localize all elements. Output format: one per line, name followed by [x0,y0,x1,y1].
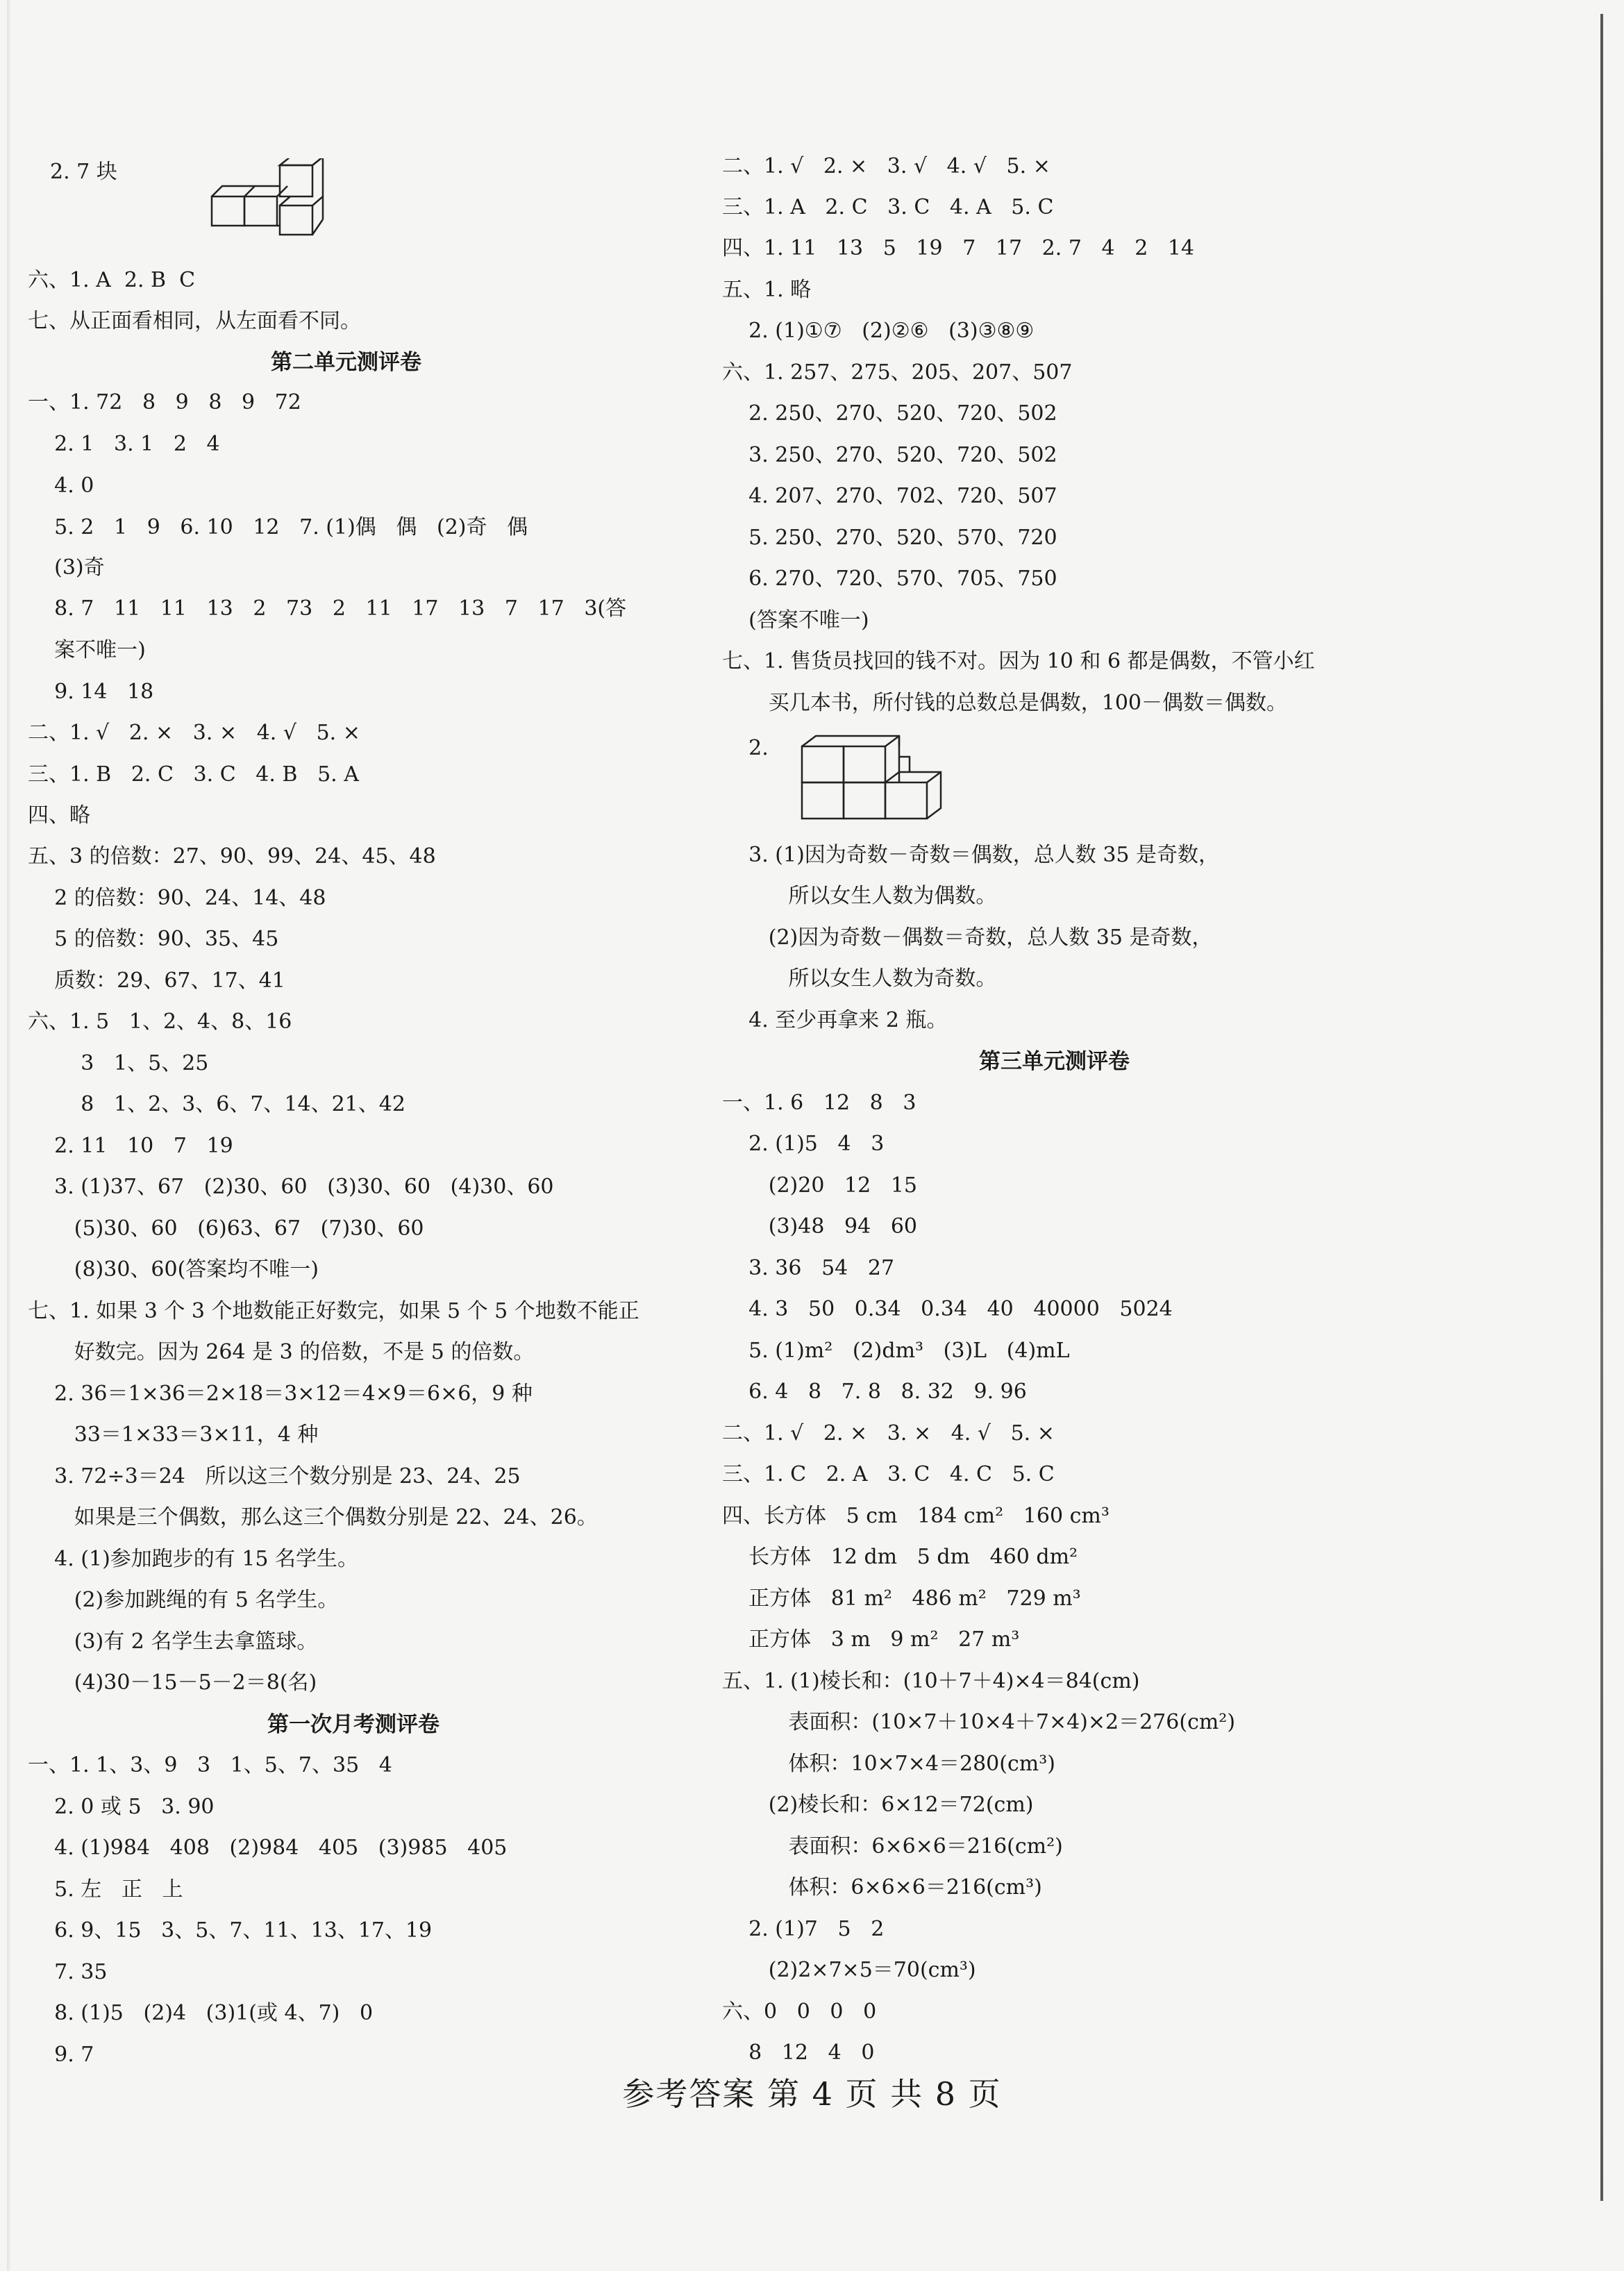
answer-line: 8 12 4 0 [722,2040,875,2065]
answer-line: 三、1. A 2. C 3. C 4. A 5. C [722,195,1054,219]
answer-line: 如果是三个偶数，那么这三个偶数分别是 22、24、26。 [28,1505,598,1530]
answer-line: 4. (1)参加跑步的有 15 名学生。 [28,1547,359,1571]
answer-line: 2. 0 或 5 3. 90 [28,1795,215,1819]
answer-line: (3)48 94 60 [722,1214,917,1239]
answer-line: 3. 250、270、520、720、502 [722,443,1057,467]
answer-line: (2)20 12 15 [722,1173,917,1198]
answer-line: 2. [722,736,769,760]
answer-line: 所以女生人数为偶数。 [722,884,997,908]
cube-view-figure [795,729,962,830]
answer-line: (2)棱长和：6×12＝72(cm) [722,1793,1034,1817]
answer-line: 二、1. √ 2. × 3. × 4. √ 5. × [28,721,360,745]
answer-line: 四、1. 11 13 5 19 7 17 2. 7 4 2 14 [722,236,1195,260]
answer-line: (3)有 2 名学生去拿篮球。 [28,1629,318,1654]
answer-line: 4. 至少再拿来 2 瓶。 [722,1008,948,1032]
answer-line: 四、长方体 5 cm 184 cm² 160 cm³ [722,1504,1110,1528]
answer-line: 体积：6×6×6＝216(cm³) [722,1875,1042,1900]
answer-line: 表面积：6×6×6＝216(cm²) [722,1834,1063,1859]
answer-line: 七、1. 如果 3 个 3 个地数能正好数完，如果 5 个 5 个地数不能正 [28,1299,639,1323]
answer-line: 案不唯一) [28,638,146,662]
answer-line: 六、1. A 2. B C [28,268,196,292]
answer-line: 3 1、5、25 [28,1051,209,1075]
page-footer: 参考答案 第 4 页 共 8 页 [622,2075,1002,2113]
answer-line: (2)2×7×5＝70(cm³) [722,1958,976,1982]
section-title: 第二单元测评卷 [271,350,421,375]
answer-line: 3. (1)37、67 (2)30、60 (3)30、60 (4)30、60 [28,1175,554,1199]
answer-line: 二、1. √ 2. × 3. √ 4. √ 5. × [722,154,1050,178]
answer-line: 2. 36＝1×36＝2×18＝3×12＝4×9＝6×6，9 种 [28,1382,533,1406]
answer-line: 四、略 [28,803,90,828]
answer-line: 一、1. 1、3、9 3 1、5、7、35 4 [28,1753,392,1777]
answer-line: (3)奇 [28,555,105,580]
answer-line: 6. 9、15 3、5、7、11、13、17、19 [28,1918,433,1943]
answer-line: (4)30－15－5－2＝8(名) [28,1670,317,1695]
answer-line: 5. 左 正 上 [28,1877,183,1902]
answer-line: 2. 11 10 7 19 [28,1134,233,1158]
answer-line: 正方体 81 m² 486 m² 729 m³ [722,1586,1081,1611]
answer-line: 5. (1)m² (2)dm³ (3)L (4)mL [722,1339,1070,1363]
answer-line: 六、1. 257、275、205、207、507 [722,360,1073,385]
answer-line: (答案不唯一) [722,608,869,632]
answer-line: 表面积：(10×7＋10×4＋7×4)×2＝276(cm²) [722,1710,1236,1734]
answer-line: 33＝1×33＝3×11，4 种 [28,1423,319,1447]
answer-line: 8. (1)5 (2)4 (3)1(或 4、7) 0 [28,2001,374,2025]
answer-line: 4. 0 [28,474,94,498]
answer-line: 七、从正面看相同，从左面看不同。 [28,309,361,333]
answer-line: 3. 72÷3＝24 所以这三个数分别是 23、24、25 [28,1464,521,1489]
answer-line: 长方体 12 dm 5 dm 460 dm² [722,1545,1078,1569]
answer-line: 4. 3 50 0.34 0.34 40 40000 5024 [722,1297,1173,1321]
answer-line: 3. (1)因为奇数－奇数＝偶数，总人数 35 是奇数， [722,843,1220,867]
answer-line: 一、1. 72 8 9 8 9 72 [28,390,301,414]
answer-line: 六、1. 5 1、2、4、8、16 [28,1009,292,1034]
answer-line: 体积：10×7×4＝280(cm³) [722,1752,1055,1776]
answer-line: 三、1. B 2. C 3. C 4. B 5. A [28,762,359,787]
answer-line: 质数：29、67、17、41 [28,969,285,993]
section-title: 第一次月考测评卷 [267,1712,440,1737]
answer-line: (5)30、60 (6)63、67 (7)30、60 [28,1216,424,1241]
answer-line: 2. 1 3. 1 2 4 [28,432,220,456]
page-shadow-left [7,0,11,2271]
answer-line: 5 的倍数：90、35、45 [28,927,279,951]
answer-line: 五、1. 略 [722,278,812,302]
answer-line: (2)因为奇数－偶数＝奇数，总人数 35 是奇数， [722,925,1213,950]
answer-line: 2. (1)7 5 2 [722,1917,885,1941]
answer-line: 9. 14 18 [28,680,154,704]
answer-line: 3. 36 54 27 [722,1256,895,1280]
answer-line: 一、1. 6 12 8 3 [722,1091,916,1115]
answer-line: 8. 7 11 11 13 2 73 2 11 17 13 7 17 3(答 [28,596,627,621]
answer-line: 7. 35 [28,1960,108,1984]
answer-line: 所以女生人数为奇数。 [722,966,997,991]
answer-line: 6. 270、720、570、705、750 [722,567,1057,591]
answer-line: 2. (1)5 4 3 [722,1132,885,1156]
answer-line: 好数完。因为 264 是 3 的倍数，不是 5 的倍数。 [28,1340,535,1364]
answer-line: 2. 250、270、520、720、502 [722,401,1057,426]
answer-line: 五、1. (1)棱长和：(10＋7＋4)×4＝84(cm) [722,1669,1140,1693]
answer-line: 2. 7 块 [50,160,117,184]
answer-line: 六、0 0 0 0 [722,2000,877,2024]
answer-line: 5. 2 1 9 6. 10 12 7. (1)偶 偶 (2)奇 偶 [28,515,528,539]
answer-line: 4. 207、270、702、720、507 [722,484,1057,508]
answer-line: 五、3 的倍数：27、90、99、24、45、48 [28,844,436,869]
answer-line: 二、1. √ 2. × 3. × 4. √ 5. × [722,1421,1055,1445]
answer-line: 8 1、2、3、6、7、14、21、42 [28,1092,405,1116]
answer-line: 2. (1)①⑦ (2)②⑥ (3)③⑧⑨ [722,319,1035,343]
answer-line: 2 的倍数：90、24、14、48 [28,886,326,910]
answer-line: 6. 4 8 7. 8 8. 32 9. 96 [722,1380,1027,1404]
binding-edge-right [1600,14,1603,2201]
answer-line: 9. 7 [28,2043,94,2067]
section-title: 第三单元测评卷 [979,1049,1130,1074]
answer-line: 4. (1)984 408 (2)984 405 (3)985 405 [28,1836,508,1860]
answer-line: 三、1. C 2. A 3. C 4. C 5. C [722,1462,1055,1486]
answer-line: (2)参加跳绳的有 5 名学生。 [28,1588,339,1612]
cube-stack-figure [205,158,326,255]
answer-line: (8)30、60(答案均不唯一) [28,1257,319,1282]
answer-line: 5. 250、270、520、570、720 [722,526,1057,550]
answer-line: 七、1. 售货员找回的钱不对。因为 10 和 6 都是偶数，不管小红 [722,649,1315,673]
answer-line: 正方体 3 m 9 m² 27 m³ [722,1627,1020,1652]
answer-line: 买几本书，所付钱的总数总是偶数，100－偶数＝偶数。 [722,691,1288,715]
